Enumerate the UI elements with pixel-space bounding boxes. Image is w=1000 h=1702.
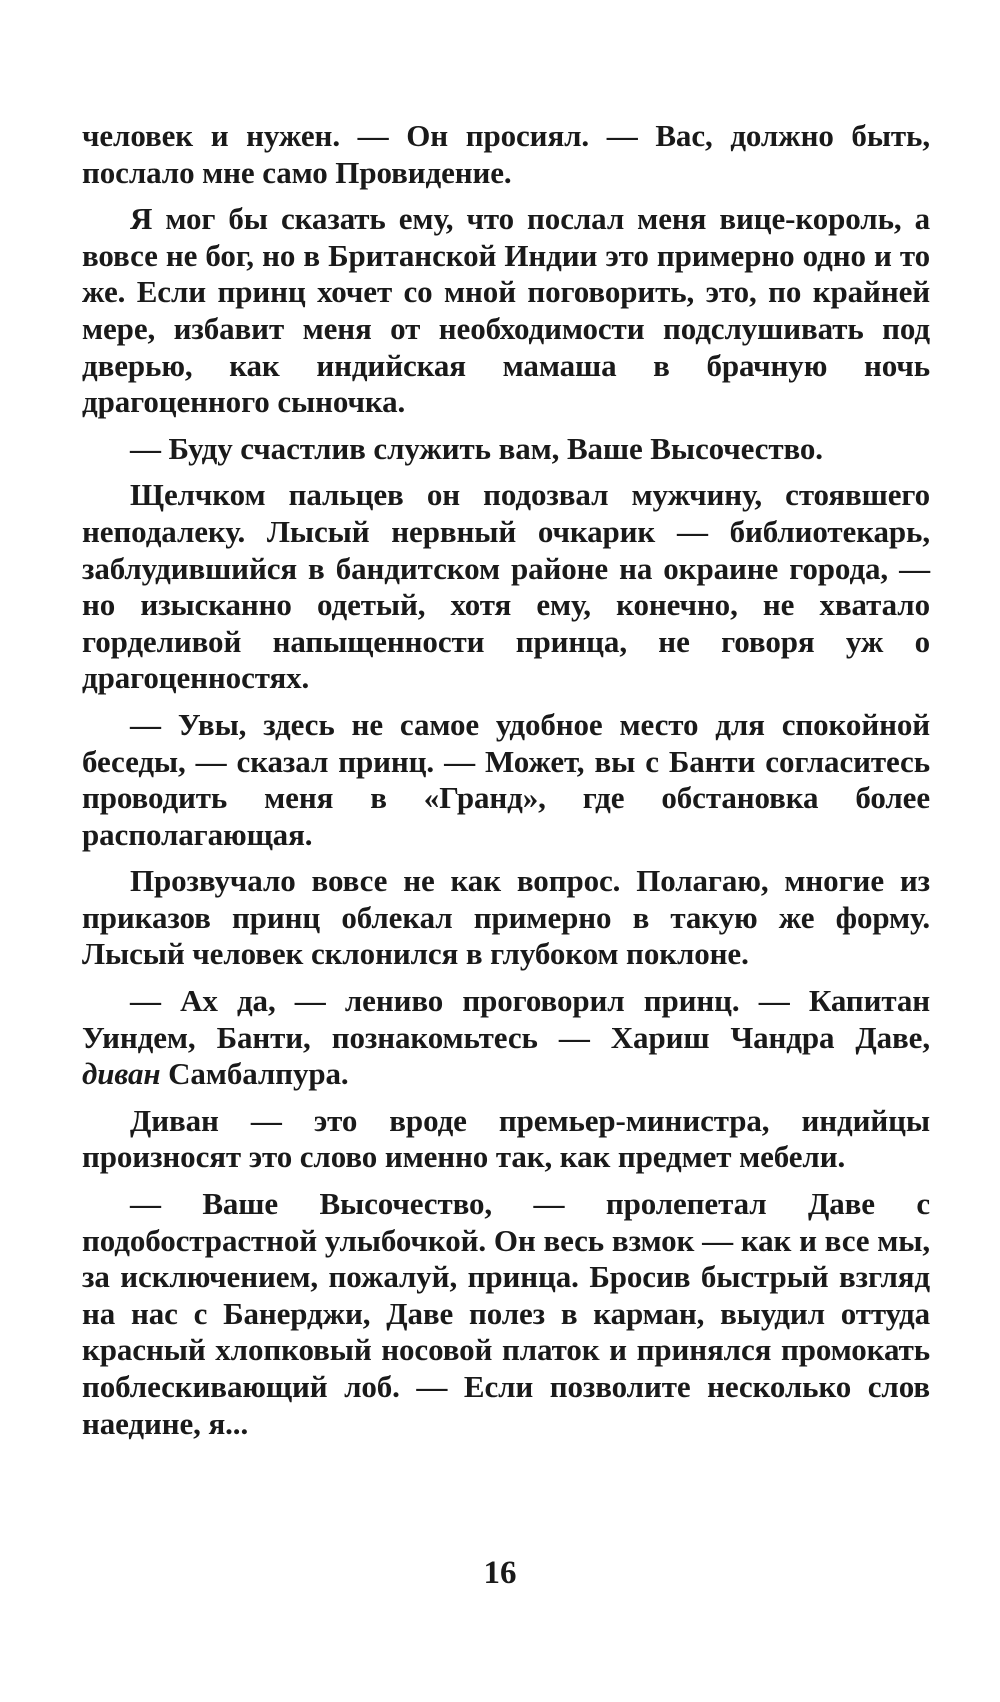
paragraph: Диван — это вроде премьер-министра, индийцы произносят это слово именно так, как предмет мебели. [82,1102,930,1175]
page-number: 16 [483,1555,517,1591]
paragraph: Я мог бы сказать ему, что послал меня вице-король, а вовсе не бог, но в Британской Индии это примерно одно и то же. Если принц хочет со мной поговорить, это, по крайней мере, избавит меня от необходимости подслушивать под дверью, как индийская мамаша в брачную ночь драгоценного сыночка. [82,201,930,420]
italic-term: диван [82,1056,161,1092]
paragraph: Прозвучало вовсе не как вопрос. Полагаю, многие из приказов принц облекал примерно в такую же форму. Лысый человек склонился в глубоком поклоне. [82,863,930,972]
paragraph: — Увы, здесь не самое удобное место для спокойной беседы, — сказал принц. — Может, вы с Банти согласитесь проводить меня в «Гранд», где обстановка более располагающая. [82,706,930,852]
paragraph-text: Самбалпура. [160,1056,349,1092]
paragraph-text: — Ах да, — лениво проговорил принц. — Капитан Уиндем, Банти, познакомьтесь — Хариш Чандра Даве, [82,983,930,1055]
paragraph: Щелчком пальцев он подозвал мужчину, стоявшего неподалеку. Лысый нервный очкарик — библиотекарь, заблудившийся в бандитском районе на окраине города, — но изысканно одетый, хотя ему, конечно, не хватало горделивой напыщенности принца, не говоря уж о драгоценностях. [82,477,930,696]
paragraph: — Ваше Высочество, — пролепетал Даве с подобострастной улыбочкой. Он весь взмок — как и все мы, за исключением, пожалуй, принца. Бросив быстрый взгляд на нас с Банерджи, Даве полез в карман, выудил оттуда красный хлопковый носовой платок и принялся промокать поблескивающий лоб. — Если позволите несколько слов наедине, я... [82,1186,930,1441]
paragraph: — Буду счастлив служить вам, Ваше Высочество. [130,430,823,466]
paragraph [82,983,930,1093]
paragraph: человек и нужен. — Он просиял. — Вас, должно быть, послало мне само Провидение. [82,118,930,190]
body-text [82,118,930,1452]
